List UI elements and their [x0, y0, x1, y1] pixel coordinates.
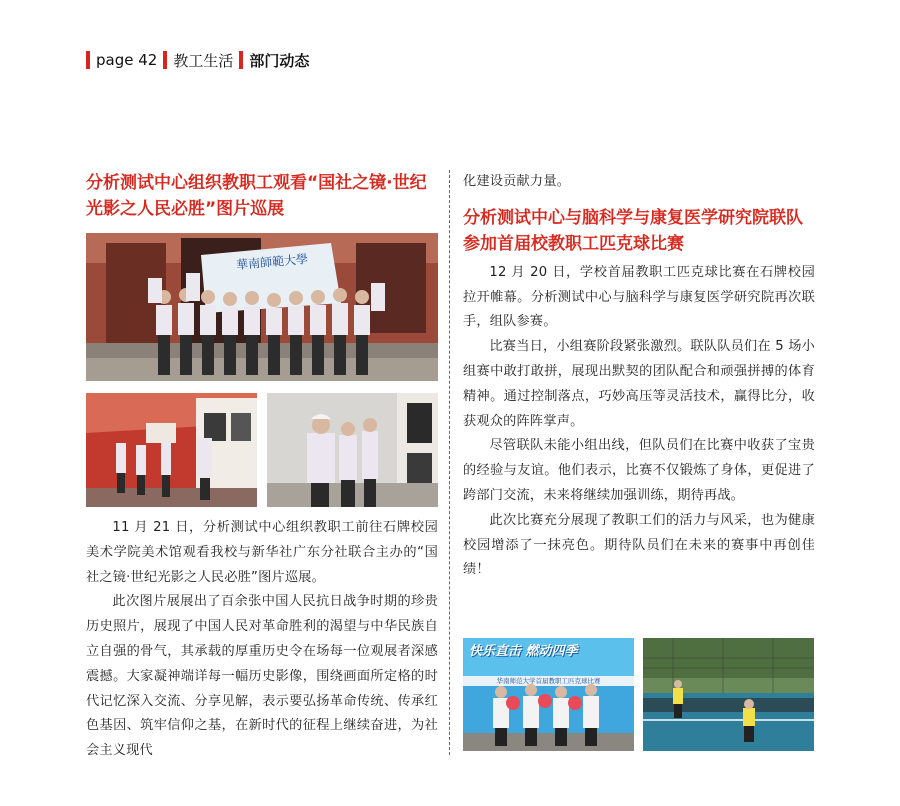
exhibition-hall-photo	[86, 393, 257, 507]
right-paragraph: 尽管联队未能小组出线，但队员们在比赛中收获了宝贵的经验与友谊。他们表示，比赛不仅锻炼了身体，更促进了跨部门交流，未来将继续加强训练，期待再战。	[463, 438, 815, 503]
left-article	[86, 170, 438, 222]
page-header	[86, 48, 315, 72]
right-article	[463, 170, 815, 583]
left-paragraph: 此次图片展展出了百余张中国人民抗日战争时期的珍贵历史照片，展现了中国人民对革命胜利的渴望与中华民族自立自强的骨气，其承载的厚重历史令在场每一位观展者深感震撼。大家凝神端详每一幅历史影像，围绕画面所定格的时代记忆深入交流、分享见解，表示要弘扬革命传统、传承红色基因、筑牢信仰之基，在新时代的征程上继续奋进，为社会主义现代	[86, 594, 438, 759]
column-divider	[449, 170, 450, 755]
subsection-name: 部门动态	[249, 51, 310, 70]
right-paragraph: 比赛当日，小组赛阶段紧张激烈。联队队员们在 5 场小组赛中敢打敢拼，展现出默契的团队配合和顽强拼搏的体育精神。通过控制落点，巧妙高压等灵活技术，赢得比分，收获观众的阵阵掌声。	[463, 339, 815, 429]
continued-text: 化建设贡献力量。	[463, 174, 571, 189]
photo-slogan: 快乐直击 燃动四季	[469, 644, 578, 659]
viewing-photos-photo	[267, 393, 438, 507]
left-paragraph: 11 月 21 日，分析测试中心组织教职工前往石牌校园美术学院美术馆观看我校与新华社广东分社联合主办的“国社之镜·世纪光影之人民必胜”图片巡展。	[86, 520, 438, 585]
header-bar	[86, 51, 90, 69]
right-article-title: 分析测试中心与脑科学与康复医学研究院联队参加首届校教职工匹克球比赛	[463, 207, 803, 254]
section-name: 教工生活	[173, 51, 234, 70]
right-paragraph: 此次比赛充分展现了教职工们的活力与风采，也为健康校园增添了一抹亮色。期待队员们在未来的赛事中再创佳绩！	[463, 512, 815, 578]
page-number: page 42	[96, 51, 158, 69]
group-photo	[86, 233, 438, 381]
left-article-body	[86, 516, 438, 764]
right-paragraph: 12 月 20 日，学校首届教职工匹克球比赛在石牌校园拉开帷幕。分析测试中心与脑科学与康复医学研究院再次联手，组队参赛。	[463, 264, 815, 330]
team-photo	[463, 638, 634, 751]
photo-banner: 华南师范大学首届教职工匹克球比赛	[496, 677, 601, 685]
banner-text: 華南師範大學	[235, 251, 309, 273]
header-bar	[239, 51, 243, 69]
pickleball-court-photo	[643, 638, 814, 751]
header-bar	[163, 51, 167, 69]
left-article-title: 分析测试中心组织教职工观看“国社之镜·世纪光影之人民必胜”图片巡展	[86, 173, 427, 219]
